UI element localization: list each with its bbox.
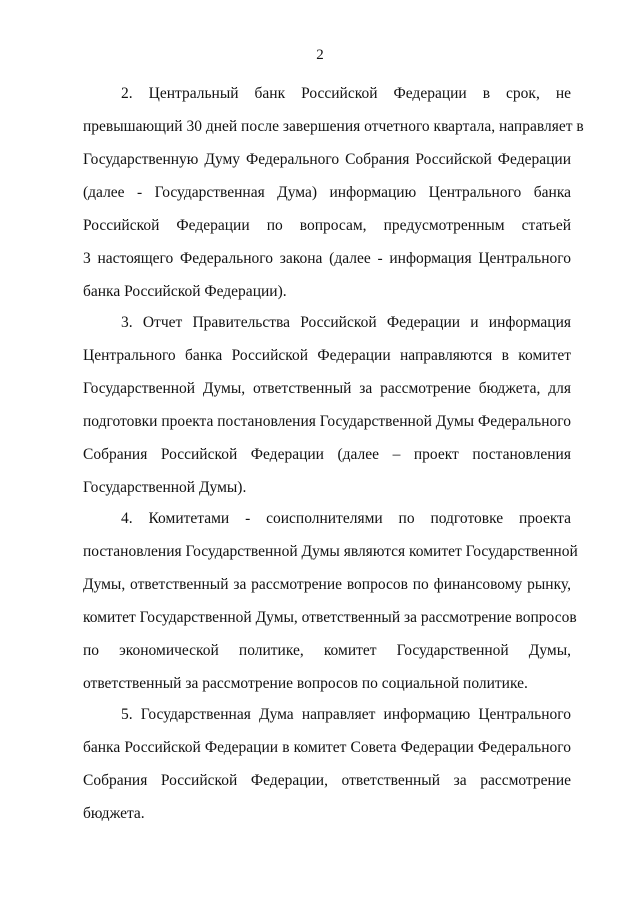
paragraph-line: по экономической политике, комитет Государственной Думы,: [83, 642, 571, 659]
paragraph-line: Государственную Думу Федерального Собрания Российской Федерации: [83, 151, 571, 168]
page-number: 2: [316, 47, 324, 63]
paragraph-line: постановления Государственной Думы являются комитет Государственной: [83, 543, 578, 560]
paragraph-line: Центрального банка Российской Федерации направляются в комитет: [83, 347, 571, 364]
paragraph-line: 4. Комитетами - соисполнителями по подготовке проекта: [121, 510, 571, 527]
paragraph-line: Думы, ответственный за рассмотрение вопросов по финансовому рынку,: [83, 576, 571, 593]
paragraph-line: Государственной Думы).: [83, 479, 247, 496]
paragraph-line: ответственный за рассмотрение вопросов по социальной политике.: [83, 675, 528, 692]
paragraph-line: 3 настоящего Федерального закона (далее - информация Центрального: [83, 250, 571, 267]
paragraph-line: комитет Государственной Думы, ответственный за рассмотрение вопросов: [83, 609, 577, 626]
paragraph-line: Государственной Думы, ответственный за рассмотрение бюджета, для: [83, 380, 571, 397]
paragraph-line: банка Российской Федерации в комитет Совета Федерации Федерального: [83, 739, 571, 756]
paragraph-line: Российской Федерации по вопросам, предусмотренным статьей: [83, 217, 571, 234]
paragraph-line: 3. Отчет Правительства Российской Федерации и информация: [121, 314, 571, 331]
paragraph-line: превышающий 30 дней после завершения отчетного квартала, направляет в: [83, 118, 584, 135]
paragraph-line: банка Российской Федерации).: [83, 283, 287, 300]
paragraph-line: (далее - Государственная Дума) информацию Центрального банка: [83, 184, 571, 201]
paragraph-line: Собрания Российской Федерации, ответственный за рассмотрение: [83, 772, 571, 789]
paragraph-line: 5. Государственная Дума направляет информацию Центрального: [121, 706, 571, 723]
paragraph-line: подготовки проекта постановления Государственной Думы Федерального: [83, 413, 571, 430]
paragraph-line: бюджета.: [83, 805, 145, 822]
paragraph-line: Собрания Российской Федерации (далее – проект постановления: [83, 446, 571, 463]
paragraph-line: 2. Центральный банк Российской Федерации в срок, не: [121, 85, 571, 102]
